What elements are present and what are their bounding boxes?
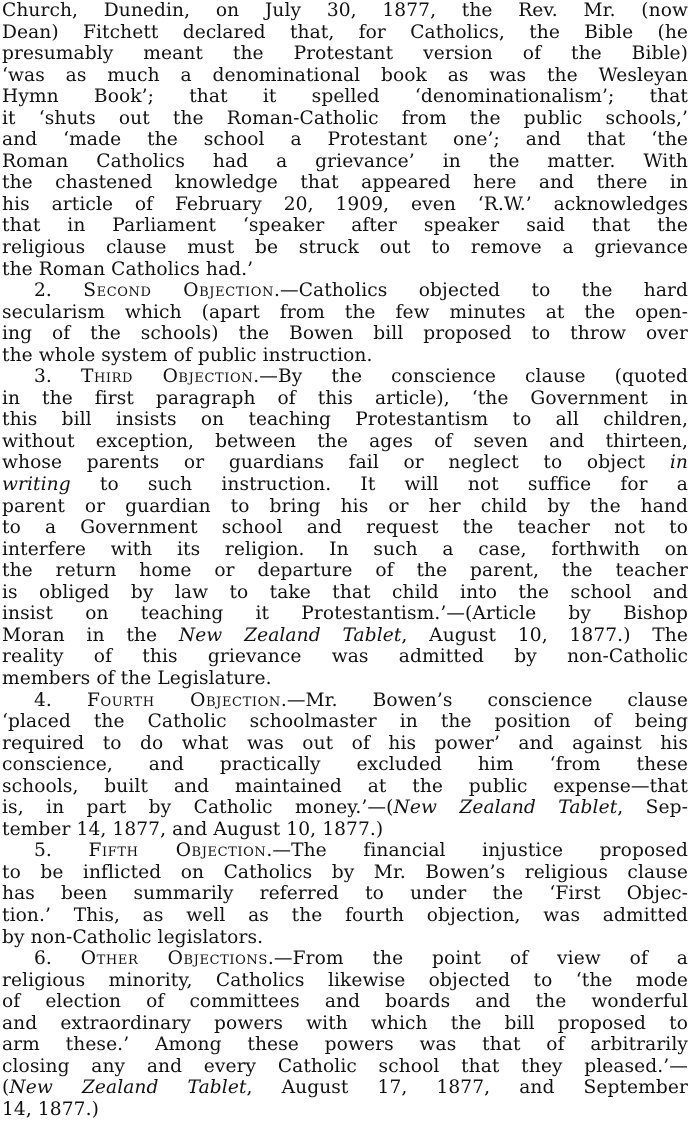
text-run-it: New Zealand Tablet — [393, 797, 618, 819]
text-run-pre: 6. — [34, 948, 81, 970]
text-run-text: conscience, and practically excluded him ‘from these — [2, 754, 688, 776]
text-run-sc: Other Objections — [80, 948, 268, 970]
text-line — [2, 259, 688, 281]
text-run-pre: ( — [2, 1077, 10, 1099]
text-run-text: insist on teaching it Protestantism.’—(Article by Bishop — [2, 603, 688, 625]
text-run-text: required to do what was out of his power’ and against his — [2, 732, 688, 754]
text-run-it: New Zealand Tablet — [9, 1077, 247, 1099]
text-run-pre-it: writing — [2, 474, 71, 496]
text-line — [2, 690, 688, 712]
text-line — [2, 840, 688, 862]
text-line — [2, 65, 688, 87]
text-run-sc: Fourth Objection — [86, 689, 281, 711]
text-line — [2, 1099, 688, 1121]
text-run-text: religious clause must be struck out to remove a grievance — [2, 237, 688, 259]
text-run-text: the Roman Catholics had.’ — [2, 258, 254, 280]
text-run-text: .—By the conscience clause (quoted — [253, 366, 689, 388]
text-line — [2, 345, 688, 367]
text-run-text: Church, Dunedin, on July 30, 1877, the Rev. Mr. (now — [2, 0, 688, 21]
text-run-text: tember 14, 1877, and August 10, 1877.) — [2, 818, 384, 840]
text-run-pre: 4. — [34, 689, 87, 711]
text-line — [2, 1056, 688, 1078]
text-run-text: presumably meant the Protestant version of the Bible) — [2, 43, 688, 65]
text-run-pre: 3. — [34, 366, 81, 388]
text-run-pre: Moran in the — [2, 624, 179, 646]
text-run-text: parent or guardian to bring his or her child by the hand — [2, 495, 688, 517]
text-run-text: closing any and every Catholic school that they pleased.’— — [2, 1055, 688, 1077]
text-line — [2, 280, 688, 302]
text-run-text: interfere with its religion. In such a case, forthwith on — [2, 538, 688, 560]
text-line — [2, 22, 688, 44]
text-line — [2, 43, 688, 65]
text-line — [2, 625, 688, 647]
text-run-text: it ‘shuts out the Roman-Catholic from the public schools,’ — [2, 107, 688, 129]
text-run-text: schools, built and maintained at the public expense—that — [2, 775, 688, 797]
text-run-text: ‘placed the Catholic schoolmaster in the position of being — [2, 711, 688, 733]
text-run-text: that in Parliament ‘speaker after speaker said that the — [2, 215, 688, 237]
text-run-text: ‘was as much a denominational book as was the Wesleyan — [2, 64, 688, 86]
text-line — [2, 1034, 688, 1056]
text-run-text: , August 17, 1877, and September — [246, 1077, 688, 1099]
text-run-text: arm these.’ Among these powers was that of arbitrarily — [2, 1034, 688, 1056]
text-line — [2, 883, 688, 905]
text-run-text: to such instruction. It will not suffice for a — [70, 474, 688, 496]
text-run-text: the chastened knowledge that appeared here and there in — [2, 172, 688, 194]
text-run-text: , August 10, 1877.) The — [401, 624, 688, 646]
text-line — [2, 862, 688, 884]
text-run-text: whose parents or guardians fail or neglect to object — [2, 452, 646, 474]
text-run-text: ing of the schools) the Bowen bill proposed to throw over — [2, 323, 688, 345]
text-line — [2, 948, 688, 970]
text-line — [2, 366, 688, 388]
text-line — [2, 431, 688, 453]
text-run-text: his article of February 20, 1909, even ‘R.W.’ acknowledges — [2, 193, 688, 215]
text-line — [2, 172, 688, 194]
text-line — [2, 215, 688, 237]
text-line — [2, 905, 688, 927]
text-line — [2, 819, 688, 841]
text-run-post-it: in — [669, 452, 689, 474]
text-run-text: Hymn Book’; that it spelled ‘denominationalism’; that — [2, 86, 688, 108]
text-run-pre: 5. — [34, 840, 89, 862]
text-run-text: .—Mr. Bowen’s conscience clause — [280, 689, 688, 711]
text-run-text: reality of this grievance was admitted by non-Catholic — [2, 646, 688, 668]
text-line — [2, 1013, 688, 1035]
text-line — [2, 517, 688, 539]
text-run-text: .—The financial injustice proposed — [266, 840, 689, 862]
text-line — [2, 129, 688, 151]
text-run-text: secularism which (apart from the few minutes at the open- — [2, 301, 688, 323]
text-run-sc: Fifth Objection — [88, 840, 267, 862]
text-line — [2, 560, 688, 582]
text-run-text: is obliged by law to take that child into the school and — [2, 581, 688, 603]
text-line — [2, 323, 688, 345]
text-run-text: of election of committees and boards and the wonderful — [2, 991, 688, 1013]
text-line — [2, 86, 688, 108]
text-line — [2, 0, 688, 22]
text-run-sc: Third Objection — [80, 366, 254, 388]
text-line — [2, 970, 688, 992]
text-run-text: Dean) Fitchett declared that, for Catholics, the Bible (he — [2, 21, 688, 43]
text-line — [2, 711, 688, 733]
text-line — [2, 388, 688, 410]
text-line — [2, 776, 688, 798]
text-run-text: religious minority, Catholics likewise objected to ‘the mode — [2, 969, 688, 991]
text-line — [2, 194, 688, 216]
text-run-pre: 2. — [34, 280, 84, 302]
text-line — [2, 603, 688, 625]
text-run-text: in the first paragraph of this article), ‘the Government in — [2, 387, 688, 409]
text-line — [2, 151, 688, 173]
text-run-text: .—From the point of view of a — [267, 948, 688, 970]
text-line — [2, 474, 688, 496]
text-run-text: .—Catholics objected to the hard — [274, 280, 688, 302]
text-line — [2, 409, 688, 431]
text-line — [2, 539, 688, 561]
text-line — [2, 496, 688, 518]
text-run-it: New Zealand Tablet — [178, 624, 402, 646]
text-line — [2, 1077, 688, 1099]
text-line — [2, 668, 688, 690]
text-run-text: the whole system of public instruction. — [2, 344, 373, 366]
text-run-text: this bill insists on teaching Protestantism to all children, — [2, 409, 688, 431]
text-line — [2, 797, 688, 819]
text-line — [2, 302, 688, 324]
text-run-text: the return home or departure of the parent, the teacher — [2, 560, 688, 582]
text-line — [2, 754, 688, 776]
text-run-text: to be inflicted on Catholics by Mr. Bowen’s religious clause — [2, 861, 688, 883]
text-line — [2, 582, 688, 604]
text-line — [2, 991, 688, 1013]
text-line — [2, 927, 688, 949]
text-run-text: and extraordinary powers with which the bill proposed to — [2, 1012, 688, 1034]
text-run-sc: Second Objection — [83, 280, 274, 302]
text-run-text: without exception, between the ages of seven and thirteen, — [2, 430, 688, 452]
text-run-text: Roman Catholics had a grievance’ in the matter. With — [2, 150, 688, 172]
text-run-text: by non-Catholic legislators. — [2, 926, 264, 948]
text-line — [2, 108, 688, 130]
text-run-text: tion.’ This, as well as the fourth objection, was admitted — [2, 904, 688, 926]
text-run-text: has been summarily referred to under the ‘First Objec- — [2, 883, 688, 905]
text-run-text: members of the Legislature. — [2, 667, 272, 689]
text-run-pre: is, in part by Catholic money.’—( — [2, 797, 394, 819]
text-line — [2, 237, 688, 259]
text-run-text: to a Government school and request the teacher not to — [2, 517, 688, 539]
text-line — [2, 646, 688, 668]
text-line — [2, 733, 688, 755]
text-run-text: , Sep- — [617, 797, 688, 819]
text-run-text: 14, 1877.) — [2, 1098, 99, 1120]
text-line — [2, 452, 688, 474]
text-run-text: and ‘made the school a Protestant one’; and that ‘the — [2, 129, 688, 151]
